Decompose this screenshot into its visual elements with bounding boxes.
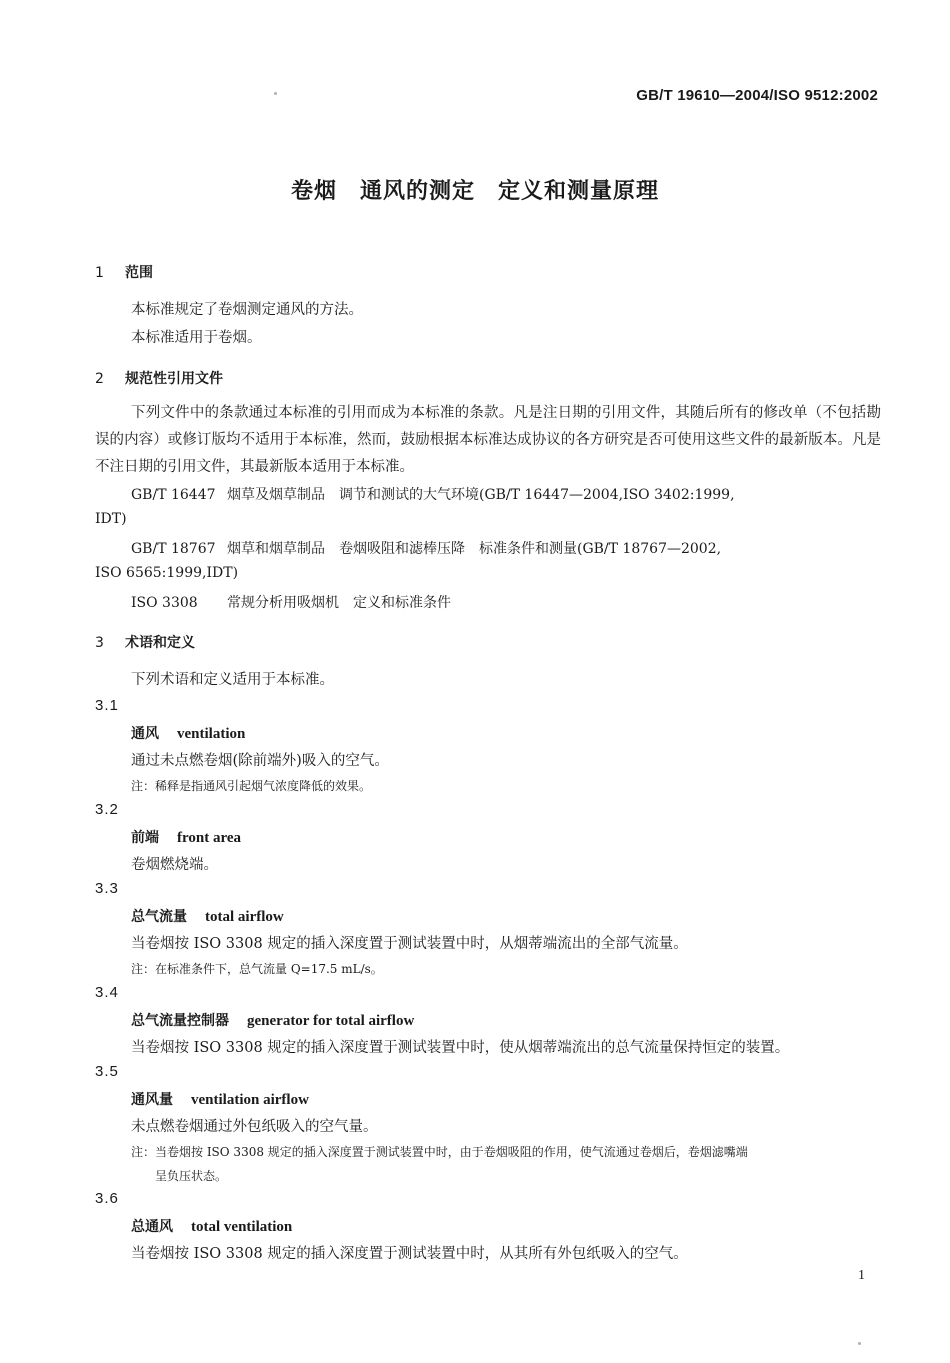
- reference-item: [131, 484, 735, 504]
- section-title: 范围: [125, 265, 153, 281]
- reference-text: 常规分析用吸烟机 定义和标准条件: [227, 595, 451, 611]
- scope-line-1: 本标准规定了卷烟测定通风的方法。: [131, 302, 363, 318]
- section-title: 术语和定义: [125, 635, 195, 651]
- page-number: 1: [858, 1268, 865, 1283]
- term-en: total airflow: [205, 909, 284, 925]
- reference-text: 烟草和烟草制品 卷烟吸阻和滤棒压降 标准条件和测量(GB/T 18767—2002,: [227, 541, 722, 557]
- term-note: 注：当卷烟按 ISO 3308 规定的插入深度置于测试装置中时，由于卷烟吸阻的作用，使气流通过卷烟后，卷烟滤嘴端: [131, 1145, 748, 1159]
- term-en: front area: [177, 830, 242, 846]
- section-1-heading: [95, 262, 153, 282]
- reference-continuation: IDT): [95, 511, 127, 527]
- standard-code: GB/T 19610—2004/ISO 9512:2002: [636, 87, 878, 104]
- term-note: 注：稀释是指通风引起烟气浓度降低的效果。: [131, 779, 372, 793]
- term-heading: [131, 723, 245, 743]
- term-heading: [131, 827, 241, 847]
- document-title: 卷烟 通风的测定 定义和测量原理: [290, 179, 659, 204]
- term-zh: 总通风: [131, 1219, 173, 1235]
- clause-number: 3.2: [95, 801, 119, 818]
- scope-line-2: 本标准适用于卷烟。: [131, 330, 262, 346]
- term-heading: [131, 906, 284, 926]
- term-en: ventilation: [177, 726, 246, 742]
- term-definition: 当卷烟按 ISO 3308 规定的插入深度置于测试装置中时，从烟蒂端流出的全部气流量。: [131, 936, 688, 952]
- section-2-heading: [95, 368, 223, 388]
- term-en: ventilation airflow: [191, 1092, 309, 1108]
- terms-intro: 下列术语和定义适用于本标准。: [131, 672, 334, 688]
- clause-number: 3.6: [95, 1190, 119, 1207]
- reference-text: 烟草及烟草制品 调节和测试的大气环境(GB/T 16447—2004,ISO 3402:1999,: [227, 487, 735, 503]
- term-zh: 前端: [131, 830, 159, 846]
- section-3-heading: [95, 632, 195, 652]
- section-title: 规范性引用文件: [125, 371, 223, 387]
- term-en: total ventilation: [191, 1219, 293, 1235]
- clause-number: 3.4: [95, 984, 119, 1001]
- term-heading: [131, 1089, 309, 1109]
- term-en: generator for total airflow: [247, 1013, 415, 1029]
- term-definition: 卷烟燃烧端。: [131, 857, 218, 873]
- term-zh: 总气流量控制器: [131, 1013, 229, 1029]
- reference-code: GB/T 18767: [131, 541, 216, 557]
- term-note: 注：在标准条件下，总气流量 Q=17.5 mL/s。: [131, 962, 383, 976]
- reference-item: [131, 538, 721, 558]
- term-heading: [131, 1010, 414, 1030]
- term-zh: 通风: [131, 726, 159, 742]
- reference-code: GB/T 16447: [131, 487, 216, 503]
- section-number: 1: [95, 265, 104, 281]
- scan-speck: [274, 92, 277, 95]
- term-definition: 当卷烟按 ISO 3308 规定的插入深度置于测试装置中时，从其所有外包纸吸入的空气。: [131, 1246, 688, 1262]
- term-zh: 通风量: [131, 1092, 173, 1108]
- clause-number: 3.5: [95, 1063, 119, 1080]
- reference-continuation: ISO 6565:1999,IDT): [95, 565, 239, 581]
- term-zh: 总气流量: [131, 909, 187, 925]
- term-note-continuation: 呈负压状态。: [155, 1169, 228, 1183]
- reference-code: ISO 3308: [131, 595, 198, 611]
- term-definition: 未点燃卷烟通过外包纸吸入的空气量。: [131, 1119, 378, 1135]
- term-definition: 当卷烟按 ISO 3308 规定的插入深度置于测试装置中时，使从烟蒂端流出的总气流量保持恒定的装置。: [131, 1040, 790, 1056]
- normative-references-paragraph: 下列文件中的条款通过本标准的引用而成为本标准的条款。凡是注日期的引用文件，其随后所有的修改单（不包括勘误的内容）或修订版均不适用于本标准，然而，鼓励根据本标准达成协议的各方研究是否可使用这些文件的最新版本。凡是不注日期的引用文件，其最新版本适用于本标准。: [95, 405, 881, 475]
- section-number: 2: [95, 371, 104, 387]
- scan-speck: [858, 1342, 861, 1345]
- reference-item: [131, 592, 451, 612]
- section-number: 3: [95, 635, 104, 651]
- clause-number: 3.3: [95, 880, 119, 897]
- term-definition: 通过未点燃卷烟(除前端外)吸入的空气。: [131, 753, 389, 769]
- term-heading: [131, 1216, 292, 1236]
- clause-number: 3.1: [95, 697, 119, 714]
